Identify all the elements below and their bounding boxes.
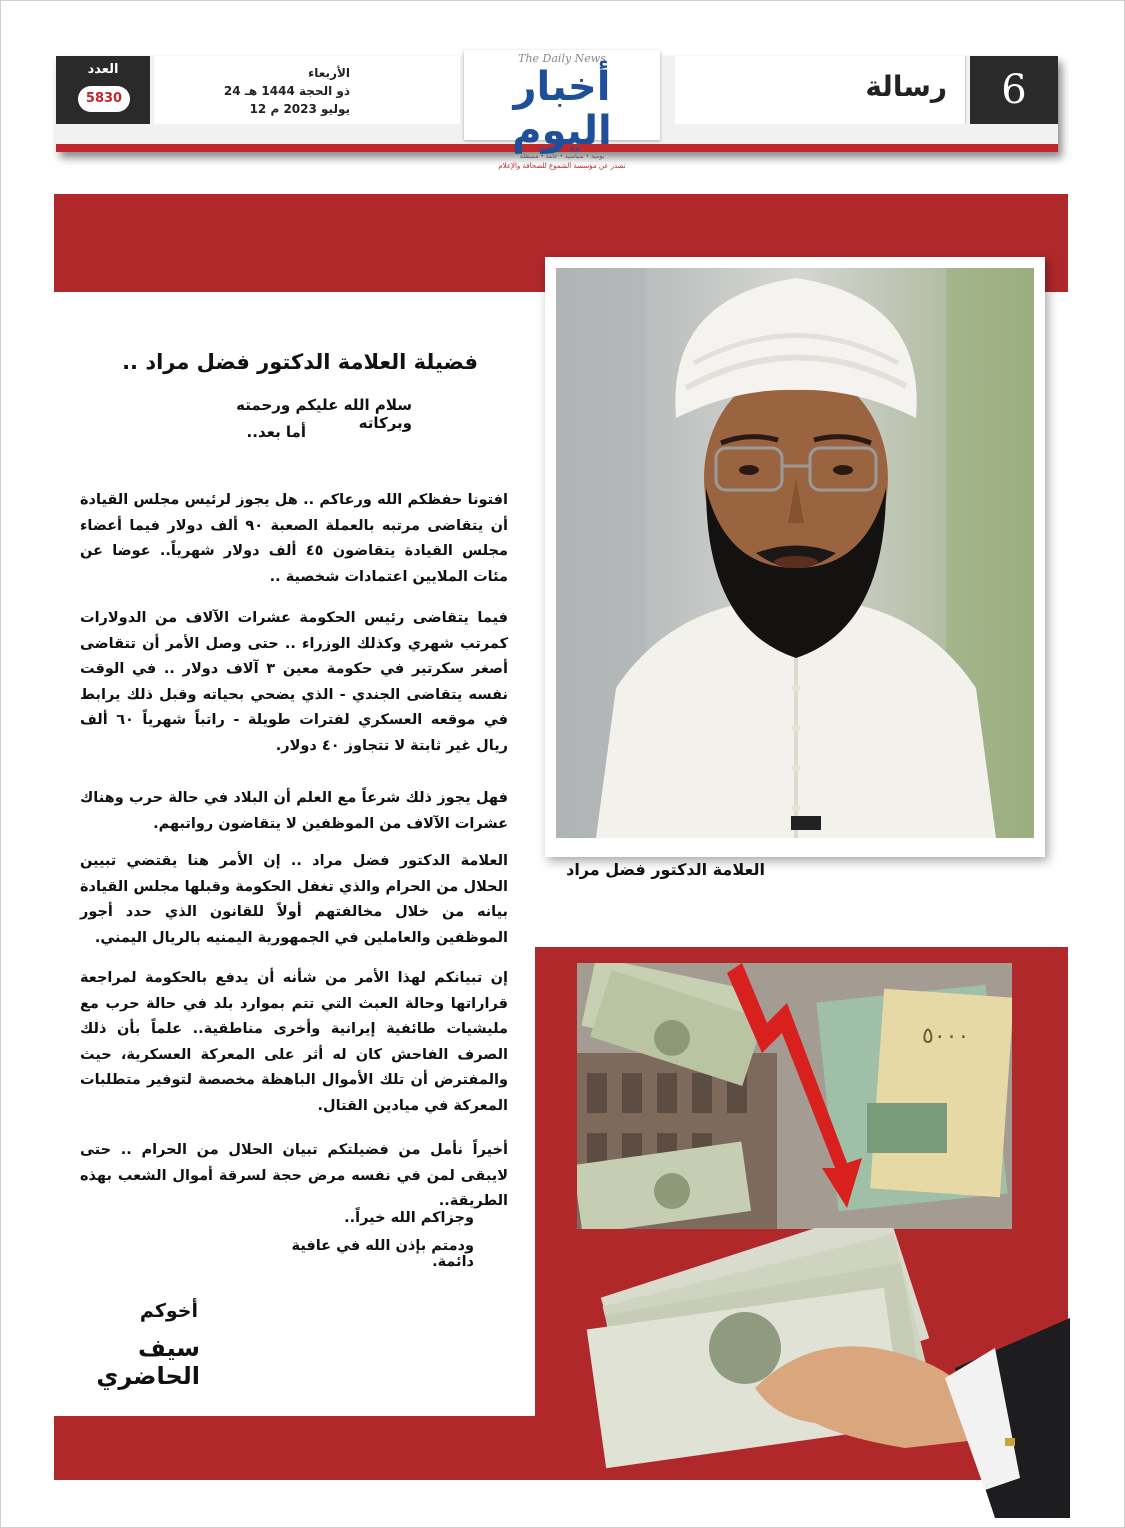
article-paragraph-2: فيما يتقاضى رئيس الحكومة عشرات الآلاف من الدولارات كمرتب شهري وكذلك الوزراء .. حتى وصل الأمر أن تتقاضى أصغر سكرتير في حكومة معين ٣ آلاف دولار .. في الوقت نفسه يتقاضى الجندي - الذي يضحي بحياته وقبل ذلك يرابط في موقعه العسكري لفترات طويلة - راتباً شهرياً ٦٠ ألف ريال غير ثابتة لا تتجاوز ٤٠ دولار. bbox=[80, 610, 508, 754]
logo-publisher: تصدر عن مؤسسة الشموع للصحافة والإعلام bbox=[498, 162, 626, 170]
banknote-label: ٥٠٠٠ bbox=[922, 1024, 970, 1049]
letter-headline: فضيلة العلامة الدكتور فضل مراد .. bbox=[122, 350, 478, 374]
article-paragraph-5: إن تبيانكم لهذا الأمر من شأنه أن يدفع بالحكومة لمراجعة قراراتها وحالة العبث التي تتم بموارد بلد في حالة حرب مع مليشيات طائفية إيرانية وأخرى مناطقية.. علماً بأن ذلك الصرف الفاحش كان له أثر على المعركة العسكرية، حيث والمفترض أن تلك الأموال الباهظة مخصصة لتوفير متطلبات المعركة في ميادين القتال. bbox=[80, 970, 508, 1114]
closing-line-1: وجزاكم الله خيراً.. bbox=[344, 1210, 474, 1226]
author-name: سيف الحاضري bbox=[96, 1334, 200, 1390]
portrait-illustration bbox=[556, 268, 1034, 838]
signoff-label: أخوكم bbox=[139, 1300, 198, 1322]
hand-cash-graphic bbox=[575, 1228, 1070, 1518]
photo-caption: العلامة الدكتور فضل مراد bbox=[566, 860, 765, 879]
date-box bbox=[154, 56, 460, 124]
article-paragraph-1: افتونا حفظكم الله ورعاكم .. هل يجوز لرئيس مجلس القيادة أن يتقاضى مرتبه بالعملة الصعبة ٩٠ ألف دولار فيما أعضاء مجلس القيادة يتقاضون ٤٥ ألف دولار شهرياً.. عوضا عن مئات الملايين اعتمادات شخصية .. bbox=[80, 492, 509, 585]
section-box bbox=[675, 56, 966, 124]
money-graphic bbox=[577, 963, 1012, 1229]
date-weekday: الأربعاء bbox=[308, 66, 350, 80]
date-gregorian: 12 يوليو 2023 م bbox=[249, 102, 350, 116]
portrait-photo bbox=[556, 268, 1034, 838]
issue-box bbox=[56, 56, 150, 124]
issue-number: 5830 bbox=[78, 86, 130, 112]
article-paragraph-6: أخيراً نأمل من فضيلتكم تبيان الحلال من الحرام .. حتى لايبقى لمن في نفسه مرض حجة لسرقة أموال الشعب بهذه الطريقة.. bbox=[80, 1142, 508, 1210]
date-hijri: 24 ذو الحجة 1444 هـ bbox=[223, 84, 350, 98]
closing-line-2: ودمتم بإذن الله في عافية دائمة. bbox=[291, 1238, 474, 1270]
logo-script-text: The Daily News bbox=[518, 52, 606, 65]
hand-with-cash-image bbox=[575, 1228, 1070, 1518]
article-paragraph-3: فهل يجوز ذلك شرعاً مع العلم أن البلاد في حالة حرب وهناك عشرات الآلاف من الموظفين لا يتقاضون رواتبهم. bbox=[80, 790, 508, 832]
greeting-line-2: أما بعد.. bbox=[246, 423, 306, 441]
article-paragraph-4: العلامة الدكتور فضل مراد .. إن الأمر هنا يقتضي تبيين الحلال من الحرام والذي تغفل الحكومة وقبلها مجلس القيادة بيانه من خلال مخالفتهم أولاً للقانون الذي حدد أجور الموظفين والعاملين في الجمهورية اليمنيه بالريال اليمني. bbox=[80, 853, 508, 946]
section-title: رسالة bbox=[865, 70, 947, 103]
logo-main-text: أخبار اليوم bbox=[512, 64, 612, 154]
issue-label: العدد bbox=[87, 62, 119, 77]
page-number: 6 bbox=[970, 56, 1058, 124]
greeting-line-1: سلام الله عليكم ورحمته وبركاته bbox=[236, 396, 412, 432]
money-illustration bbox=[577, 963, 1012, 1229]
newspaper-logo bbox=[464, 50, 660, 170]
portrait-frame bbox=[545, 257, 1045, 857]
logo-tags: يومية • سياسية • عامة • مستقلة bbox=[519, 153, 605, 160]
masthead bbox=[56, 52, 1058, 170]
